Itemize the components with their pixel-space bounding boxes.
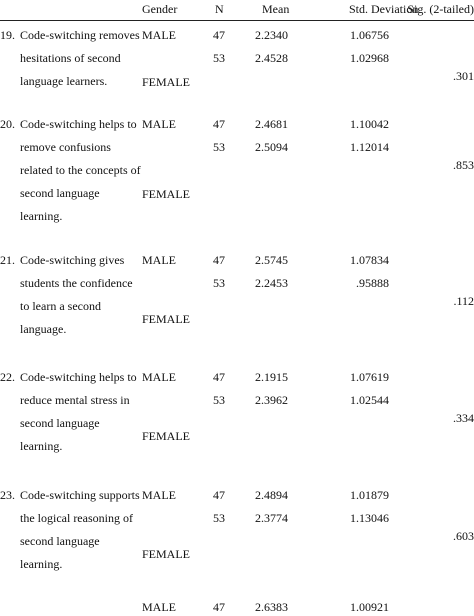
sig-value: .603 xyxy=(453,529,474,543)
gender-female-label: FEMALE xyxy=(142,75,190,89)
gender-male-label: MALE xyxy=(142,117,176,131)
male-std-deviation: 1.10042 xyxy=(350,117,389,131)
question-text-line: related to the concepts of xyxy=(20,163,141,177)
male-mean: 2.4681 xyxy=(255,117,288,131)
gender-male-label: MALE xyxy=(142,488,176,502)
male-n: 47 xyxy=(213,253,225,267)
item-number: 22. xyxy=(0,370,15,384)
female-std-deviation: 1.02544 xyxy=(350,393,389,407)
question-text-line: hesitations of second xyxy=(20,51,121,65)
question-text-line: second language xyxy=(20,534,100,548)
question-text-line: remove confusions xyxy=(20,140,111,154)
question-text-line: learning. xyxy=(20,557,63,571)
gender-female-label: FEMALE xyxy=(142,429,190,443)
item-number: 20. xyxy=(0,117,15,131)
item-number: 19. xyxy=(0,28,15,42)
question-text-line: Code-switching helps to xyxy=(20,370,137,384)
female-mean: 2.3774 xyxy=(255,511,288,525)
female-n: 53 xyxy=(213,511,225,525)
header-n: N xyxy=(215,2,224,16)
question-text-line: learning. xyxy=(20,209,63,223)
question-text-line: students the confidence xyxy=(20,276,133,290)
female-n: 53 xyxy=(213,140,225,154)
male-std-deviation: 1.01879 xyxy=(350,488,389,502)
question-text-line: Code-switching gives xyxy=(20,253,125,267)
gender-female-label: FEMALE xyxy=(142,312,190,326)
male-std-deviation: 1.06756 xyxy=(350,28,389,42)
question-text-line: language. xyxy=(20,322,67,336)
male-mean: 2.1915 xyxy=(255,370,288,384)
header-sig: Sig. (2-tailed) xyxy=(407,2,474,16)
female-n: 53 xyxy=(213,51,225,65)
question-text-line: to learn a second xyxy=(20,299,101,313)
female-mean: 2.4528 xyxy=(255,51,288,65)
item-number: 23. xyxy=(0,488,15,502)
question-text-line: Code-switching helps to xyxy=(20,117,137,131)
question-text-line: second language xyxy=(20,186,100,200)
female-mean: 2.2453 xyxy=(255,276,288,290)
female-n: 53 xyxy=(213,276,225,290)
female-mean: 2.3962 xyxy=(255,393,288,407)
gender-male-label: MALE xyxy=(142,370,176,384)
question-text-line: Code-switching removes xyxy=(20,28,140,42)
header-gender: Gender xyxy=(142,2,178,16)
female-std-deviation: 1.13046 xyxy=(350,511,389,525)
header-std-deviation: Std. Deviation xyxy=(349,2,419,16)
male-std-deviation: 1.07619 xyxy=(350,370,389,384)
question-text-line: second language xyxy=(20,416,100,430)
gender-male-label: MALE xyxy=(142,253,176,267)
question-text-line: language learners. xyxy=(20,74,108,88)
sig-value: .853 xyxy=(453,158,474,172)
male-mean: 2.5745 xyxy=(255,253,288,267)
male-mean: 2.4894 xyxy=(255,488,288,502)
male-n: 47 xyxy=(213,28,225,42)
gender-male-label: MALE xyxy=(142,28,176,42)
sig-value: .301 xyxy=(453,69,474,83)
male-mean: 2.6383 xyxy=(255,600,288,614)
question-text-line: the logical reasoning of xyxy=(20,511,133,525)
male-n: 47 xyxy=(213,600,225,614)
female-mean: 2.5094 xyxy=(255,140,288,154)
gender-female-label: FEMALE xyxy=(142,547,190,561)
male-n: 47 xyxy=(213,117,225,131)
question-text-line: reduce mental stress in xyxy=(20,393,130,407)
question-text-line: learning. xyxy=(20,439,63,453)
item-number: 21. xyxy=(0,253,15,267)
header-mean: Mean xyxy=(262,2,290,16)
sig-value: .334 xyxy=(453,411,474,425)
female-std-deviation: .95888 xyxy=(356,276,389,290)
female-std-deviation: 1.02968 xyxy=(350,51,389,65)
female-n: 53 xyxy=(213,393,225,407)
male-n: 47 xyxy=(213,488,225,502)
question-text-line: Code-switching supports xyxy=(20,488,140,502)
gender-female-label: FEMALE xyxy=(142,187,190,201)
male-std-deviation: 1.00921 xyxy=(350,600,389,614)
male-n: 47 xyxy=(213,370,225,384)
gender-male-label: MALE xyxy=(142,600,176,614)
male-mean: 2.2340 xyxy=(255,28,288,42)
female-std-deviation: 1.12014 xyxy=(350,140,389,154)
male-std-deviation: 1.07834 xyxy=(350,253,389,267)
sig-value: .112 xyxy=(453,294,474,308)
header-rule xyxy=(0,20,474,21)
